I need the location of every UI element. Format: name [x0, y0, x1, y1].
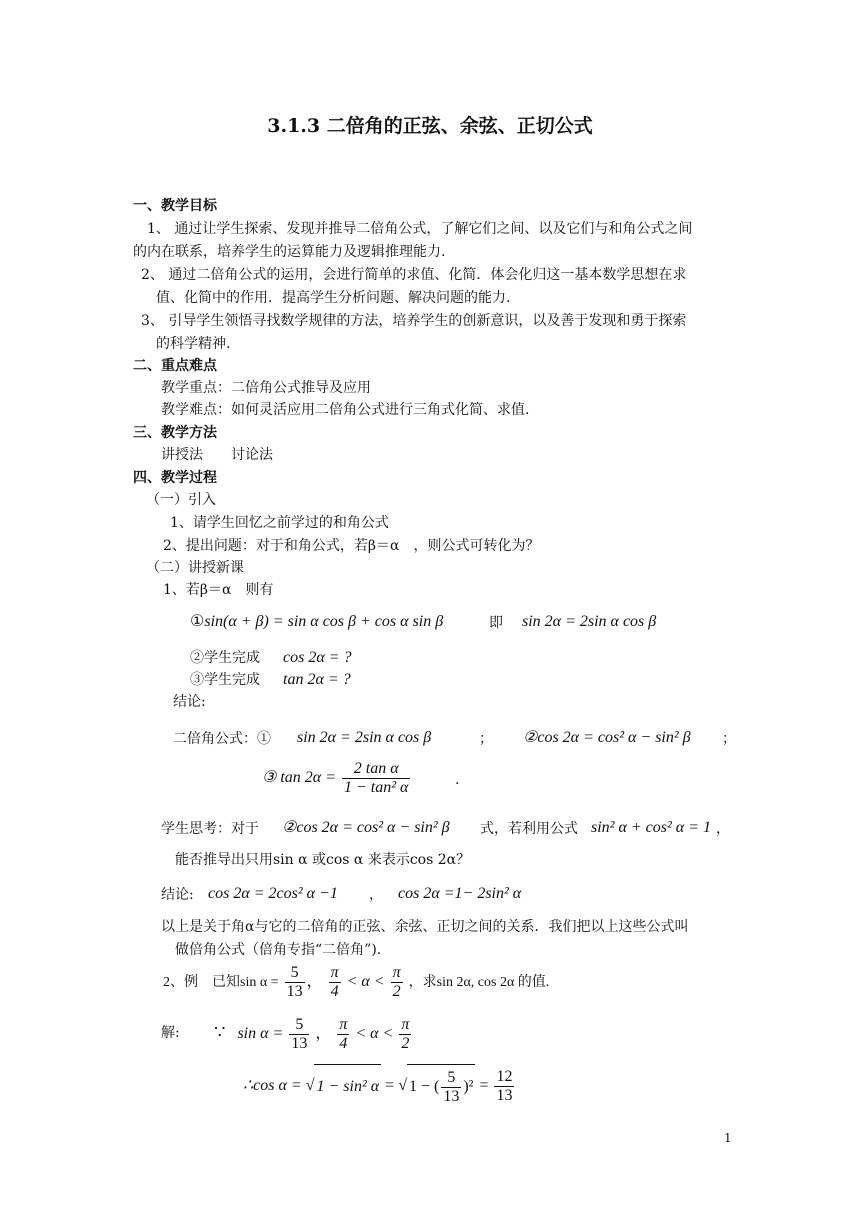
example-inequality: < α <	[346, 973, 385, 990]
solution-label: 解:	[161, 1025, 180, 1041]
cos-double-form-b: cos 2α =1− 2sin² α	[398, 885, 522, 902]
double-angle-tan	[262, 758, 412, 798]
tan-numerator: 2 tan α	[353, 759, 399, 777]
solution-cos-derivation	[243, 1064, 516, 1109]
radicand-den: 13	[443, 1087, 460, 1105]
cos-double-form-a: cos 2α = 2cos² α −1	[208, 885, 338, 902]
example-suffix: ，求sin 2α, cos 2α 的值.	[408, 975, 550, 990]
example-sin-num: 5	[290, 963, 299, 981]
cos-result-fraction	[494, 1068, 514, 1105]
radicand-2-pre: 1 − (	[408, 1078, 440, 1095]
tan-double-question: tan 2α = ?	[283, 671, 351, 688]
difficult-point: 教学难点：如何灵活应用二倍角公式进行三角式化简、求值.	[161, 402, 530, 418]
solution-pi-over-4	[337, 1016, 349, 1053]
tan-fraction	[342, 760, 410, 797]
therefore-cos: ∴cos α =	[243, 1077, 302, 1095]
conclusion-2-label: 结论:	[161, 887, 194, 903]
think-prefix: 学生思考：对于	[161, 821, 259, 837]
goal-3-line-2: 的科学精神.	[156, 336, 231, 352]
because-symbol: ∵	[214, 1022, 226, 1042]
think-comma: ，	[716, 821, 730, 837]
double-angle-sin: sin 2α = 2sin α cos β	[297, 729, 432, 746]
think-middle: 式，若利用公式	[480, 821, 578, 837]
radicand-fraction	[441, 1069, 461, 1106]
double-angle-cos: ②cos 2α = cos² α − sin² β	[523, 729, 691, 746]
solution-sin-lhs: sin α =	[237, 1025, 284, 1042]
goal-3-line-1: 3、 引导学生领悟寻找数学规律的方法，培养学生的创新意识，以及善于发现和勇于探索	[141, 313, 687, 329]
goal-2-line-2: 值、化简中的作用．提高学生分析问题、解决问题的能力.	[156, 290, 511, 306]
intro-step-1: 1、请学生回忆之前学过的和角公式	[170, 515, 389, 531]
solution-given	[214, 1012, 413, 1054]
solution-comma: ，	[315, 1025, 332, 1042]
goal-1-line-2: 的内在联系，培养学生的运算能力及逻辑推理能力.	[133, 244, 446, 260]
summary-line-2: 做倍角公式（倍角专指“二倍角”).	[175, 942, 382, 958]
circled-one: ①	[190, 613, 205, 630]
example-two: 2	[391, 982, 403, 1001]
page-number: 1	[724, 1131, 732, 1145]
radicand-num: 5	[447, 1068, 456, 1086]
double-sin-result: sin 2α = 2sin α cos β	[522, 613, 657, 630]
example-pi-over-4	[329, 964, 341, 1001]
sqrt-numeric: √ 1 − ( $\frac{5}{13}$ )²	[398, 1064, 475, 1109]
section-1-heading: 一、教学目标	[133, 198, 217, 214]
goal-2-line-1: 2、 通过二倍角公式的运用，会进行简单的求值、化简．体会化归这一基本数学思想在求	[141, 267, 687, 283]
solution-pi-a: π	[339, 1015, 348, 1033]
cos-double-question: cos 2α = ?	[283, 649, 352, 666]
sum-formula	[190, 612, 443, 632]
sqrt-one-minus-sin-sq: √ 1 − sin² α	[306, 1064, 381, 1109]
section-4-heading: 四、教学过程	[133, 470, 217, 486]
solution-pi-b: π	[401, 1015, 410, 1033]
radicand-1: 1 − sin² α	[314, 1064, 381, 1109]
solution-sin-num: 5	[295, 1015, 304, 1033]
example-comma: ，	[306, 973, 323, 990]
key-point: 教学重点：二倍角公式推导及应用	[161, 380, 371, 396]
goal-1-line-1: 1、 通过让学生探索、发现并推导二倍角公式，了解它们之间、以及它们与和角公式之间	[147, 221, 693, 237]
page-title: 3.1.3 二倍角的正弦、余弦、正切公式	[267, 115, 593, 137]
radicand-2	[407, 1064, 475, 1109]
example-four: 4	[329, 982, 341, 1001]
sum-formula-expression: sin(α + β) = sin α cos β + cos α sin β	[204, 613, 444, 630]
equals-1: =	[385, 1077, 395, 1095]
conclusion-2-comma: ，	[369, 887, 383, 903]
solution-inequality: < α <	[355, 1025, 394, 1042]
intro-step-2: 2、提出问题：对于和角公式，若β＝α ，则公式可转化为？	[163, 538, 540, 554]
lesson-step-1: 1、若β＝α 则有	[163, 582, 274, 598]
solution-sin-fraction	[289, 1016, 309, 1053]
example-pi-a: π	[330, 963, 339, 981]
solution-pi-over-2	[399, 1016, 411, 1053]
equals-2: =	[479, 1077, 489, 1095]
example-statement	[163, 962, 549, 1003]
think-question: 能否推导出只用sin α 或cos α 来表示cos 2α？	[175, 852, 471, 868]
solution-two: 2	[399, 1034, 411, 1053]
summary-line-1: 以上是关于角α与它的二倍角的正弦、余弦、正切之间的关系．我们把以上这些公式叫	[161, 919, 689, 935]
ji-word: 即	[489, 615, 503, 631]
solution-sin-den: 13	[291, 1034, 308, 1052]
example-sin-fraction	[285, 964, 305, 1001]
double-angle-label: 二倍角公式：①	[173, 731, 271, 747]
conclusion-label: 结论:	[173, 694, 206, 710]
example-prefix: 2、例 已知sin α =	[163, 975, 279, 990]
cos-result-den: 13	[496, 1087, 513, 1104]
semicolon-1: ；	[479, 731, 493, 747]
cos-result-num: 12	[496, 1068, 513, 1085]
think-formula: ②cos 2α = cos² α − sin² β	[282, 819, 450, 836]
radicand-2-post: )²	[463, 1078, 474, 1095]
period-mark: .	[455, 772, 460, 788]
section-2-heading: 二、重点难点	[133, 358, 217, 374]
section-3-heading: 三、教学方法	[133, 425, 217, 441]
semicolon-2: ；	[722, 731, 736, 747]
solution-four: 4	[337, 1034, 349, 1053]
student-complete-cos: ②学生完成	[190, 650, 260, 666]
new-lesson-heading: （二）讲授新课	[146, 560, 244, 576]
pythagorean-identity: sin² α + cos² α = 1	[591, 819, 711, 836]
tan-lhs: ③ tan 2α =	[262, 769, 336, 786]
example-sin-den: 13	[286, 982, 303, 1000]
example-pi-b: π	[392, 963, 401, 981]
intro-heading: （一）引入	[146, 492, 216, 508]
student-complete-tan: ③学生完成	[190, 672, 260, 688]
teaching-methods: 讲授法 讨论法	[161, 447, 273, 463]
example-pi-over-2	[391, 964, 403, 1001]
tan-denominator: 1 − tan² α	[343, 778, 409, 796]
